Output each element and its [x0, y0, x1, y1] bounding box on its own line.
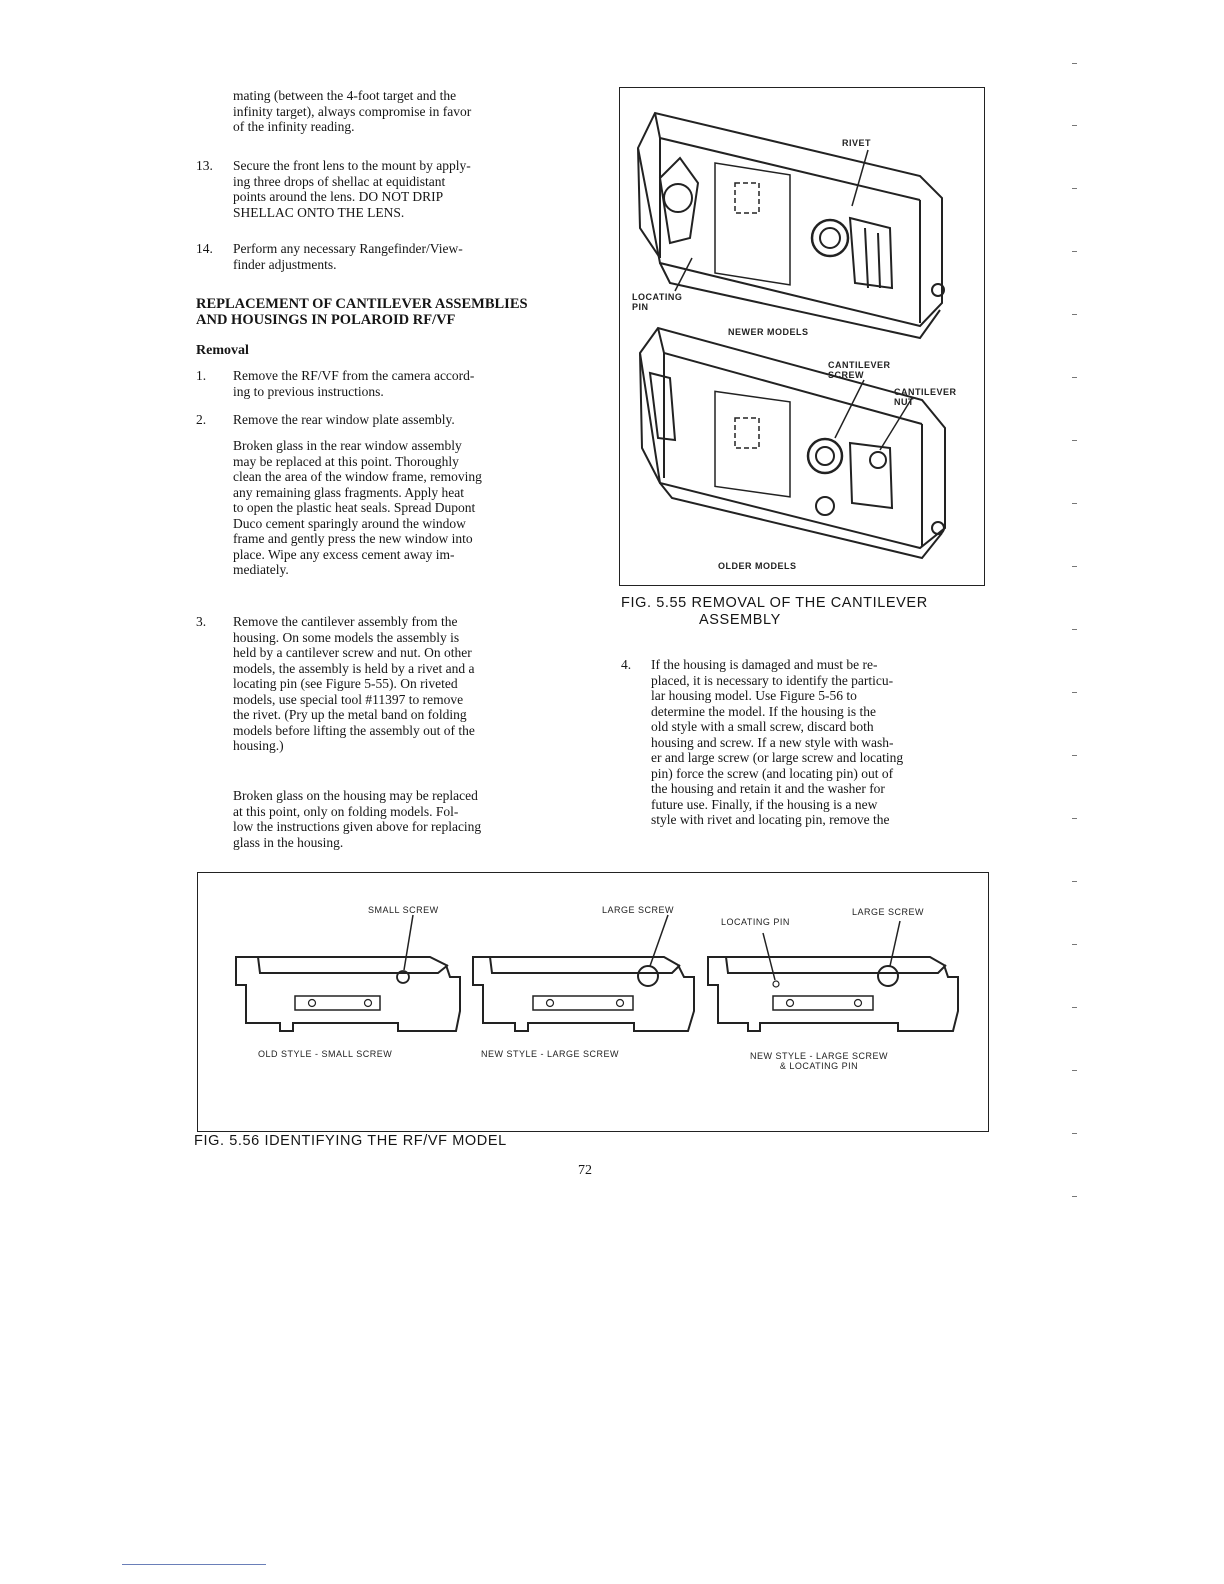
page-number: 72 — [578, 1163, 592, 1178]
label-cantilever-screw: CANTILEVER SCREW — [828, 360, 891, 380]
removal-step-3: 3. Remove the cantilever assembly from the housing. On some models the assembly is held by a cantilever screw and nut. On other models, the assembly is held by a rivet and a locating pin (see Figure 5-55). On riveted models, use special tool #11397 to remove the rivet. (Pry up the metal band on folding models before lifting the assembly out of the housing.) — [196, 614, 475, 753]
label-large-screw-1: LARGE SCREW — [602, 905, 675, 915]
margin-mark — [1072, 125, 1077, 126]
margin-mark — [1072, 818, 1077, 819]
label-locating-pin: LOCATING PIN — [632, 292, 683, 312]
label-newer-models: NEWER MODELS — [728, 327, 809, 337]
margin-mark — [1072, 314, 1077, 315]
margin-mark — [1072, 1070, 1077, 1071]
new-style-pin-housing — [708, 957, 958, 1031]
label-locating-pin: LOCATING PIN — [721, 917, 790, 927]
intro-paragraph: mating (between the 4-foot target and the infinity target), always compromise in favor of the infinity reading. — [233, 88, 472, 134]
margin-mark — [1072, 629, 1077, 630]
label-small-screw: SMALL SCREW — [368, 905, 439, 915]
new-style-housing — [473, 957, 694, 1031]
margin-mark — [1072, 503, 1077, 504]
margin-mark — [1072, 63, 1077, 64]
margin-mark — [1072, 755, 1077, 756]
margin-mark — [1072, 1196, 1077, 1197]
figure-5-56 — [197, 872, 989, 1132]
removal-step-1: 1. Remove the RF/VF from the camera accord- ing to previous instructions. — [196, 368, 475, 399]
label-new-style: NEW STYLE - LARGE SCREW — [481, 1049, 620, 1059]
label-rivet: RIVET — [842, 138, 872, 148]
label-new-style-pin: NEW STYLE - LARGE SCREW & LOCATING PIN — [750, 1051, 889, 1071]
label-cantilever-nut: CANTILEVER NUT — [894, 387, 957, 407]
older-housing-outline — [640, 328, 945, 548]
margin-mark — [1072, 1007, 1077, 1008]
margin-mark — [1072, 377, 1077, 378]
margin-mark — [1072, 440, 1077, 441]
margin-mark — [1072, 944, 1077, 945]
removal-step-2: 2. Remove the rear window plate assembly. — [196, 412, 455, 427]
footer-rule — [122, 1564, 266, 1565]
margin-mark — [1072, 692, 1077, 693]
removal-step-4: 4. If the housing is damaged and must be re- placed, it is necessary to identify the particu- lar housing model. Use Figure 5-56 to determine the model. If the housing is the old style with a small screw, discard both housing and screw. If a new style with wash- er and large screw (or large screw and locating pin) force the screw (and locating pin) out of the housing and retain it and the washer for future use. Finally, if the housing is a new style with rivet and locating pin, remove the — [621, 657, 904, 827]
step-13: 13. Secure the front lens to the mount by apply- ing three drops of shellac at equidistant points around the lens. DO NOT DRIP SHELLAC ONTO THE LENS. — [196, 158, 471, 220]
margin-mark — [1072, 1133, 1077, 1134]
removal-subheading: Removal — [196, 343, 249, 358]
label-large-screw-2: LARGE SCREW — [852, 907, 925, 917]
step-2-paragraph: Broken glass in the rear window assembly may be replaced at this point. Thoroughly clean the area of the window frame, removing any remaining glass fragments. Apply heat to open the plastic heat seals. Spread Dupont Duco cement sparingly around the window frame and gently press the new window into place. Wipe any excess cement away im- mediately. — [233, 438, 482, 577]
margin-mark — [1072, 566, 1077, 567]
margin-mark — [1072, 188, 1077, 189]
old-style-housing — [236, 957, 460, 1031]
step-3-paragraph: Broken glass on the housing may be replaced at this point, only on folding models. Fol- low the instructions given above for replacing glass in the housing. — [233, 788, 482, 850]
section-heading: REPLACEMENT OF CANTILEVER ASSEMBLIES AND HOUSINGS IN POLAROID RF/VF — [196, 296, 528, 328]
figure-5-55-caption: FIG. 5.55 REMOVAL OF THE CANTILEVER ASSEMBLY — [621, 595, 928, 628]
step-14: 14. Perform any necessary Rangefinder/View- finder adjustments. — [196, 241, 463, 272]
label-older-models: OLDER MODELS — [718, 561, 797, 571]
label-old-style: OLD STYLE - SMALL SCREW — [258, 1049, 393, 1059]
margin-mark — [1072, 881, 1077, 882]
figure-5-55 — [619, 87, 985, 586]
margin-mark — [1072, 251, 1077, 252]
figure-5-56-caption: FIG. 5.56 IDENTIFYING THE RF/VF MODEL — [194, 1133, 507, 1149]
